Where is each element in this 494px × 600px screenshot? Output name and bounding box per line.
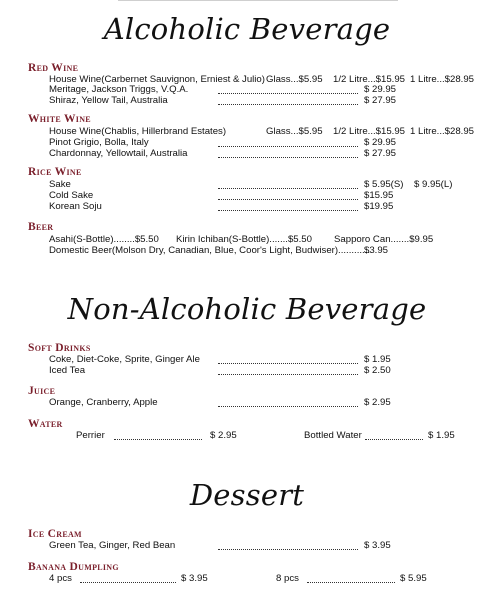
dot-leader [114, 439, 202, 440]
dot-leader [218, 157, 358, 158]
white-wine-heading: White Wine [28, 113, 91, 125]
juice-heading: Juice [28, 385, 56, 397]
rice-sake: Sake [49, 179, 71, 190]
white-chardonnay-price: $ 27.95 [364, 148, 397, 159]
dot-leader [365, 439, 423, 440]
white-chardonnay: Chardonnay, Yellowtail, Australia [49, 148, 188, 159]
dot-leader [218, 549, 358, 550]
soft-coke-price: $ 1.95 [364, 354, 391, 365]
dot-leader [80, 582, 176, 583]
beer-heading: Beer [28, 221, 54, 233]
white-pinot: Pinot Grigio, Bolla, Italy [49, 137, 149, 148]
ice-cream-price: $ 3.95 [364, 540, 391, 551]
banana-eight-price: $ 5.95 [400, 573, 427, 584]
banana-eight: 8 pcs [276, 573, 299, 584]
red-shiraz-price: $ 27.95 [364, 95, 397, 106]
banana-four: 4 pcs [49, 573, 72, 584]
red-wine-heading: Red Wine [28, 62, 79, 74]
water-perrier-price: $ 2.95 [210, 430, 237, 441]
soft-coke: Coke, Diet-Coke, Sprite, Ginger Ale [49, 354, 200, 365]
dot-leader [307, 582, 395, 583]
top-divider [118, 0, 398, 1]
red-house-glass: Glass...$5.95 [266, 74, 323, 85]
banana-dumpling-heading: Banana Dumpling [28, 561, 119, 573]
beer-kirin: Kirin Ichiban(S-Bottle).......$5.50 [176, 234, 312, 245]
juice-item: Orange, Cranberry, Apple [49, 397, 158, 408]
rice-cold-sake-price: $15.95 [364, 190, 394, 201]
dessert-title: Dessert [189, 478, 305, 512]
water-perrier: Perrier [76, 430, 105, 441]
dot-leader [218, 188, 358, 189]
beer-asahi: Asahi(S-Bottle)........$5.50 [49, 234, 159, 245]
dot-leader [218, 146, 358, 147]
soft-iced-tea-price: $ 2.50 [364, 365, 391, 376]
dot-leader [218, 210, 358, 211]
banana-four-price: $ 3.95 [181, 573, 208, 584]
red-meritage: Meritage, Jackson Triggs, V.Q.A. [49, 84, 189, 95]
rice-soju: Korean Soju [49, 201, 102, 212]
dot-leader [218, 199, 358, 200]
beer-sapporo: Sapporo Can.......$9.95 [334, 234, 434, 245]
water-bottled: Bottled Water [304, 430, 362, 441]
white-house-glass: Glass...$5.95 [266, 126, 323, 137]
ice-cream-heading: Ice Cream [28, 528, 82, 540]
dot-leader [218, 363, 358, 364]
dot-leader [218, 374, 358, 375]
soft-iced-tea: Iced Tea [49, 365, 86, 376]
soft-drinks-heading: Soft Drinks [28, 342, 91, 354]
alcoholic-title: Alcoholic Beverage [103, 12, 391, 46]
beer-domestic-price: $3.95 [364, 245, 389, 256]
red-shiraz: Shiraz, Yellow Tail, Australia [49, 95, 168, 106]
rice-wine-heading: Rice Wine [28, 166, 82, 178]
dot-leader [218, 406, 358, 407]
non-alcoholic-title: Non-Alcoholic Beverage [67, 292, 427, 326]
dot-leader [218, 93, 358, 94]
rice-soju-price: $19.95 [364, 201, 394, 212]
juice-price: $ 2.95 [364, 397, 391, 408]
rice-cold-sake: Cold Sake [49, 190, 94, 201]
red-house-half: 1/2 Litre...$15.95 [333, 74, 406, 85]
white-pinot-price: $ 29.95 [364, 137, 397, 148]
red-meritage-price: $ 29.95 [364, 84, 397, 95]
white-house-litre: 1 Litre...$28.95 [410, 126, 475, 137]
rice-sake-price-s: $ 5.95(S) [364, 179, 404, 190]
water-bottled-price: $ 1.95 [428, 430, 455, 441]
white-house-wine: House Wine(Chablis, Hillerbrand Estates) [49, 126, 227, 137]
red-house-litre: 1 Litre...$28.95 [410, 74, 475, 85]
white-house-half: 1/2 Litre...$15.95 [333, 126, 406, 137]
ice-cream-item: Green Tea, Ginger, Red Bean [49, 540, 176, 551]
water-heading: Water [28, 418, 63, 430]
dot-leader [218, 104, 358, 105]
rice-sake-price-l: $ 9.95(L) [414, 179, 453, 190]
beer-domestic: Domestic Beer(Molson Dry, Canadian, Blue, Coor's Light, Budwiser)............ [49, 245, 371, 256]
red-house-wine: House Wine(Carbernet Sauvignon, Erniest & Julio) [49, 74, 265, 85]
